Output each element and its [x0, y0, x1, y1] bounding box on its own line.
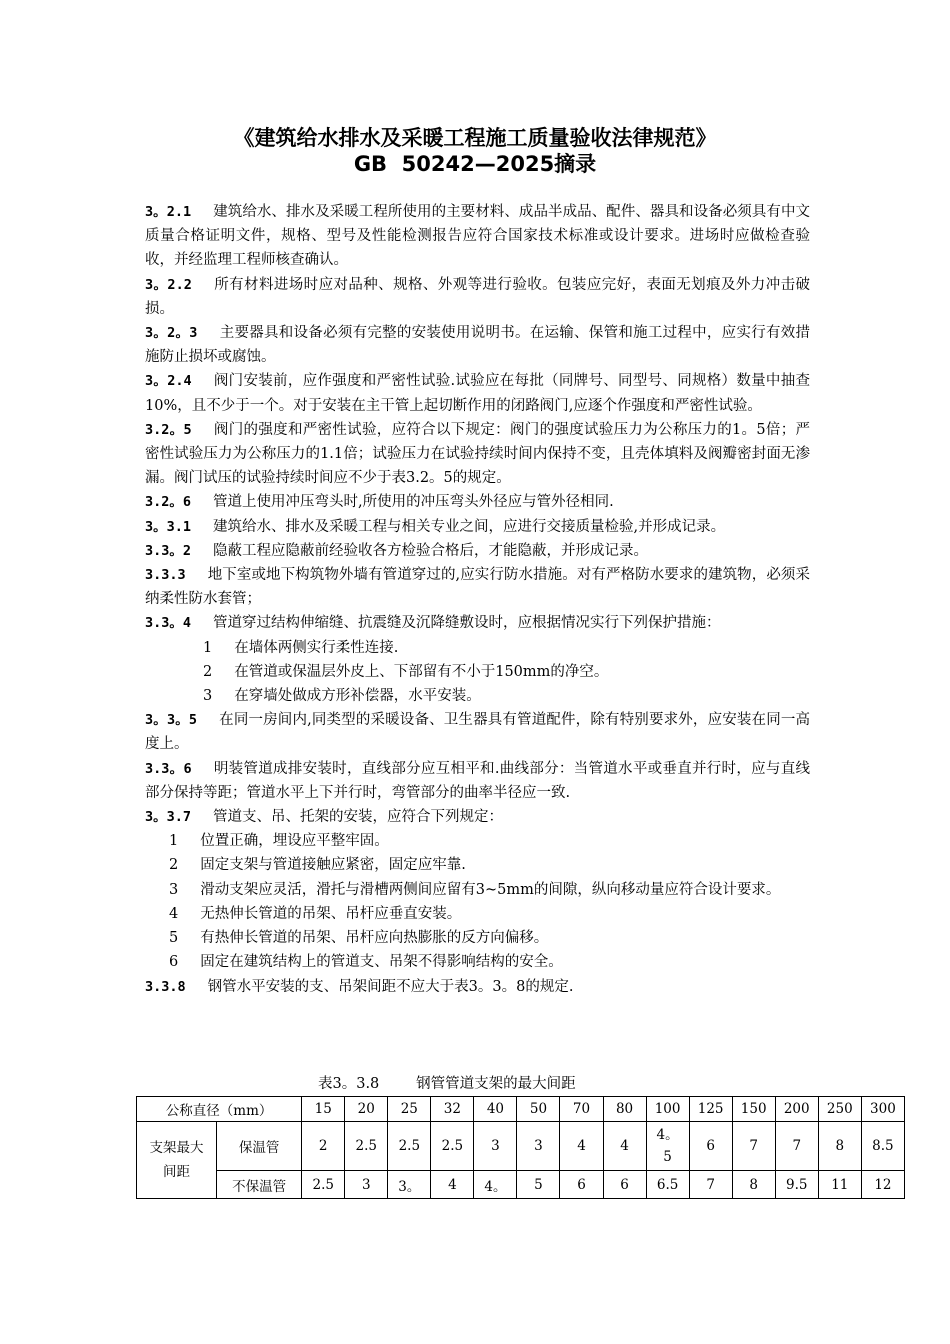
- table-cell: 6: [560, 1171, 603, 1199]
- clause-text: 建筑给水、排水及采暖工程与相关专业之间，应进行交接质量检验,并形成记录。: [213, 518, 726, 535]
- list-item: 2 固定支架与管道接触应紧密，固定应牢靠.: [169, 857, 466, 874]
- table-cell: 32: [431, 1097, 474, 1122]
- clause-text: 钢管水平安装的支、吊架间距不应大于表3。3。8的规定.: [207, 978, 574, 995]
- clause-text: 隐蔽工程应隐蔽前经验收各方检验合格后，才能隐蔽，并形成记录。: [213, 542, 649, 559]
- clause-text: 阀门的强度和严密性试验，应符合以下规定：阀门的强度试验压力为公称压力的1。5倍；严密性试验压力为公称压力的1.1倍；试验压力在试验持续时间内保持不变，且壳体填料及阀瓣密封面无渗漏。阀门试压的试验持续时间应不少于表3.2。5的规定。: [145, 421, 810, 487]
- clause-3-3-3: [145, 563, 810, 611]
- table-cell: 12: [861, 1171, 904, 1199]
- clause-text: 在同一房间内,同类型的采暖设备、卫生器具有管道配件，除有特别要求外，应安装在同一高度上。: [145, 712, 810, 753]
- list-item: 1 在墙体两侧实行柔性连接.: [203, 639, 399, 656]
- table-cell: 8.5: [861, 1122, 904, 1171]
- table-cell: 8: [732, 1171, 775, 1199]
- table-cell: 70: [560, 1097, 603, 1122]
- list-item: 4 无热伸长管道的吊架、吊杆应垂直安装。: [169, 905, 462, 922]
- clause-text: 管道穿过结构伸缩缝、抗震缝及沉降缝敷设时，应根据情况实行下列保护措施：: [213, 615, 721, 632]
- header-label-cell: 公称直径（mm）: [137, 1097, 302, 1122]
- table-row: [137, 1097, 905, 1122]
- clause-3-3-7: [145, 805, 810, 829]
- table-cell: 5: [517, 1171, 560, 1199]
- row-label-cell: 不保温管: [217, 1171, 302, 1199]
- table-cell: 125: [689, 1097, 732, 1122]
- clause-text: 管道上使用冲压弯头时,所使用的冲压弯头外径应与管外径相同.: [213, 494, 614, 511]
- table-cell: 20: [345, 1097, 388, 1122]
- table-cell: 6.5: [646, 1171, 689, 1199]
- clause-number: 3.2。6: [145, 494, 192, 511]
- table-cell: 40: [474, 1097, 517, 1122]
- clause-number: 3。2.4: [145, 373, 192, 390]
- table-cell: 7: [732, 1122, 775, 1171]
- table-cell: 50: [517, 1097, 560, 1122]
- clause-3-2-3: [145, 321, 810, 369]
- clause-3-2-2: [145, 273, 810, 321]
- clause-number: 3.3.3: [145, 567, 186, 584]
- table-cell: 3: [345, 1171, 388, 1199]
- clause-3-3-5: [145, 708, 810, 756]
- table-cell: 4。: [474, 1171, 517, 1199]
- list-item: 3 在穿墙处做成方形补偿器，水平安装。: [203, 688, 481, 705]
- table-cell: 6: [603, 1171, 646, 1199]
- table-cell: 6: [689, 1122, 732, 1171]
- table-cell: 4: [560, 1122, 603, 1171]
- clause-3-2-4: [145, 369, 810, 417]
- table-cell: 200: [775, 1097, 818, 1122]
- clause-3-2-6: [145, 490, 810, 514]
- clause-number: 3。3.7: [145, 809, 192, 826]
- table-cell: 2.5: [431, 1122, 474, 1171]
- table-cell: 7: [775, 1122, 818, 1171]
- clause-number: 3.3。2: [145, 542, 192, 559]
- list-item: 2 在管道或保温层外皮上、下部留有不小于150mm的净空。: [203, 663, 609, 680]
- clause-3-3-6: [145, 757, 810, 805]
- table-cell: 11: [818, 1171, 861, 1199]
- clause-text: 建筑给水、排水及采暖工程所使用的主要材料、成品半成品、配件、器具和设备必须具有中文质量合格证明文件，规格、型号及性能检测报告应符合国家技术标准或设计要求。进场时应做检查验收，并经监理工程师核查确认。: [145, 204, 811, 269]
- table-cell: 4。5: [646, 1122, 689, 1171]
- table-cell: 250: [818, 1097, 861, 1122]
- table-cell: 2.5: [345, 1122, 388, 1171]
- clause-text: 地下室或地下构筑物外墙有管道穿过的,应实行防水措施。对有严格防水要求的建筑物，必须采纳柔性防水套管；: [145, 567, 810, 608]
- clause-3-2-1: [145, 200, 810, 273]
- clause-number: 3。3.1: [145, 518, 192, 535]
- table-cell: 25: [388, 1097, 431, 1122]
- clause-number: 3.3。4: [145, 615, 192, 632]
- clause-number: 3.3.8: [145, 978, 186, 995]
- clause-text: 所有材料进场时应对品种、规格、外观等进行验收。包装应完好，表面无划痕及外力冲击破损。: [145, 276, 811, 317]
- list-item: 3 滑动支架应灵活，滑托与滑槽两侧间应留有3~5mm的间隙，纵向移动量应符合设计要求。: [169, 881, 781, 898]
- clause-3-3-8: [145, 975, 810, 999]
- table-cell: 15: [302, 1097, 345, 1122]
- document-subtitle: GB 50242—2025摘录: [353, 152, 597, 176]
- clause-3-3-2: [145, 539, 810, 563]
- table-cell: 4: [431, 1171, 474, 1199]
- clause-text: 管道支、吊、托架的安装，应符合下列规定：: [213, 809, 504, 826]
- clause-3-3-4: [145, 611, 810, 635]
- list-item: 6 固定在建筑结构上的管道支、吊架不得影响结构的安全。: [169, 954, 563, 971]
- clause-number: 3。3。5: [145, 712, 198, 729]
- table-cell: 4: [603, 1122, 646, 1171]
- list-item: 5 有热伸长管道的吊架、吊杆应向热膨胀的反方向偏移。: [169, 930, 549, 947]
- table-cell: 80: [603, 1097, 646, 1122]
- clause-number: 3.2。5: [145, 421, 192, 438]
- clause-3-3-1: [145, 515, 810, 539]
- table-cell: 2.5: [388, 1122, 431, 1171]
- clause-3-2-5: [145, 418, 810, 491]
- document-body: [145, 200, 810, 999]
- clause-text: 明装管道成排安装时，直线部分应互相平和.曲线部分：当管道水平或垂直并行时，应与直线部分保持等距；管道水平上下并行时，弯管部分的曲率半径应一致.: [145, 760, 810, 801]
- clause-number: 3。2。3: [145, 325, 198, 342]
- table-cell: 300: [861, 1097, 904, 1122]
- table-row: [137, 1122, 905, 1171]
- table-caption: 表3。3.8 钢管管道支架的最大间距: [318, 1076, 576, 1092]
- table-cell: 9.5: [775, 1171, 818, 1199]
- document-title: 《建筑给水排水及采暖工程施工质量验收法律规范》: [233, 126, 717, 150]
- table-cell: 2.5: [302, 1171, 345, 1199]
- table-cell: 150: [732, 1097, 775, 1122]
- table-cell: 3。: [388, 1171, 431, 1199]
- row-group-label-cell: 支架最大间距: [137, 1122, 217, 1199]
- clause-text: 阀门安装前，应作强度和严密性试验.试验应在每批（同牌号、同型号、同规格）数量中抽查10%，且不少于一个。对于安装在主干管上起切断作用的闭路阀门,应逐个作强度和严密性试验。: [145, 373, 810, 414]
- clause-number: 3。2.2: [145, 276, 192, 293]
- table-cell: 2: [302, 1122, 345, 1171]
- table-cell: 7: [689, 1171, 732, 1199]
- table-cell: 8: [818, 1122, 861, 1171]
- list-item: 1 位置正确，埋设应平整牢固。: [169, 833, 389, 850]
- row-label-cell: 保温管: [217, 1122, 302, 1171]
- table-cell: 3: [517, 1122, 560, 1171]
- table-row: [137, 1171, 905, 1199]
- clause-number: 3。2.1: [145, 204, 192, 220]
- clause-text: 主要器具和设备必须有完整的安装使用说明书。在运输、保管和施工过程中，应实行有效措施防止损坏或腐蚀。: [145, 325, 811, 366]
- table-cell: 100: [646, 1097, 689, 1122]
- support-spacing-table: [136, 1096, 905, 1199]
- table-cell: 3: [474, 1122, 517, 1171]
- clause-number: 3.3。6: [145, 760, 192, 777]
